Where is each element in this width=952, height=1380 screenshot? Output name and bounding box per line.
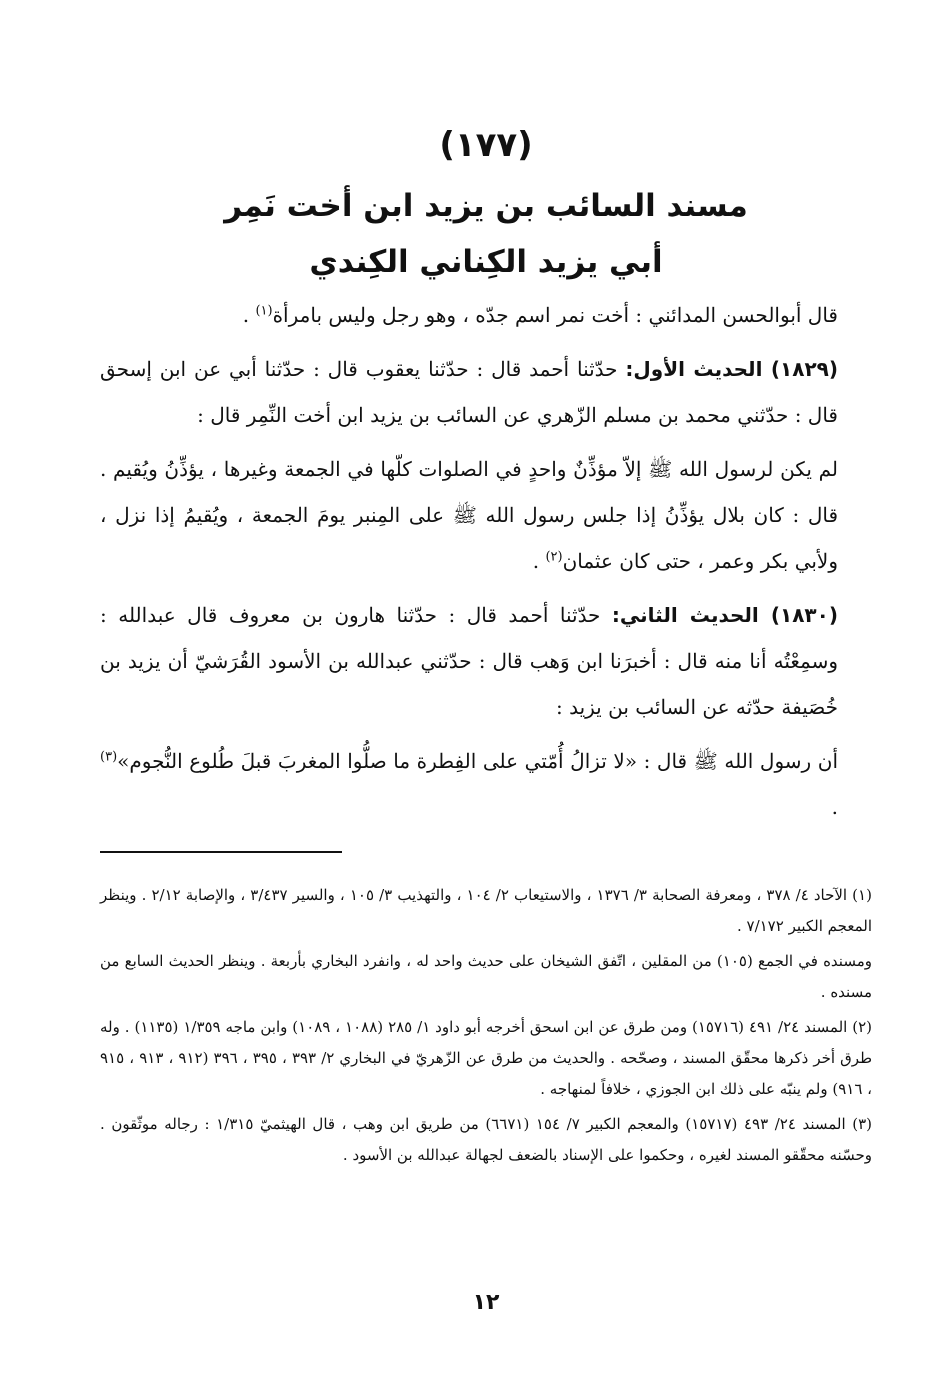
footnote-2: (٢) المسند ٢٤/ ٤٩١ (١٥٧١٦) ومن طرق عن ابن اسحق أخرجه أبو داود ١/ ٢٨٥ (١٠٨٨ ، ١٠٨٩) وابن ماجه ١/٣٥٩ (١١٣٥) . وله طرق أخر ذكرها محقّق المسند ، وصحّحه . والحديث من طرق عن الزّهريّ في البخاري ٢/ ٣٩٣ ، ٣٩٥ ، ٣٩٦ (٩١٢ ، ٩١٣ ، ٩١٥ ، ٩١٦) ولم ينبّه على ذلك ابن الجوزي ، خلافاً لمنهاجه . [100,1018,873,1098]
hadith-1-matn [100,446,872,584]
footnote-1-continuation: ومسنده في الجمع (١٠٥) من المقلين ، اتّفق الشيخان على حديث واحد له ، وانفرد البخاري بأربعة . وينظر الحديث السابع من مسنده . [100,952,872,1001]
intro-paragraph [100,292,872,338]
main-text [100,292,872,830]
footnote-3: (٣) المسند ٢٤/ ٤٩٣ (١٥٧١٧) والمعجم الكبير ٧/ ١٥٤ (٦٦٧١) من طريق ابن وهب ، قال الهيثميّ ١/٣١٥ : رجاله موثّقون . وحسّنه محقّقو المسند لغيره ، وحكموا على الإسناد بالضعف لجهالة عبدالله بن الأسود . [100,1115,873,1164]
footnote-ref-1: (١) [255,303,273,319]
footnote-ref-2: (٢) [545,549,563,565]
hadith-1-isnad-text: حدّثنا أحمد قال : حدّثنا يعقوب قال : حدّثنا أبي عن ابن إسحق قال : حدّثني محمد بن مسلم الزّهري عن السائب بن يزيد ابن أخت النِّمِر قال : [100,357,838,427]
hadith-1-end: . [532,549,546,573]
hadith-2-heading: (١٨٣٠) الحديث الثاني: [611,603,838,627]
footnote-1: (١) الآحاد ٤/ ٣٧٨ ، ومعرفة الصحابة ٣/ ١٣٧٦ ، والاستيعاب ٢/ ١٠٤ ، والتهذيب ٣/ ١٠٥ ، والسير ٣/٤٣٧ ، والإصابة ٢/١٢ . وينظر المعجم الكبير ٧/١٧٢ . [100,886,872,935]
footnote-separator [100,851,342,853]
hadith-2-matn-text: أن رسول الله ﷺ قال : «لا تزالُ أُمّتي على الفِطرة ما صلُّوا المغربَ قبلَ طُلوع النُّجوم» [117,749,838,773]
footnotes [100,880,872,1171]
hadith-1-heading: (١٨٢٩) الحديث الأول: [625,357,838,381]
hadith-1-isnad [100,346,872,438]
musnad-number: (١٧٧) [439,125,533,165]
musnad-title: مسند السائب بن يزيد ابن أخت نَمِر [224,188,748,224]
hadith-1-matn-text: لم يكن لرسول الله ﷺ إلاّ مؤذِّنٌ واحدٍ في الصلوات كلّها في الجمعة وغيرها ، يؤذِّنُ ويُقيم . قال : كان بلال يؤذِّنُ إذا جلس رسول الله ﷺ على المِنبر يومَ الجمعة ، ويُقيمُ إذا نزل ، ولأبي بكر وعمر ، حتى كان عثمان [100,457,838,573]
musnad-subtitle: أبي يزيد الكِناني الكِندي [309,244,663,280]
intro-text: قال أبوالحسن المدائني : أخت نمر اسم جدّه ، وهو رجل وليس بامرأة [272,303,838,327]
intro-end: . [242,303,256,327]
hadith-2-isnad [100,592,872,730]
page-number: ١٢ [472,1290,500,1315]
hadith-2-end: . [831,795,838,819]
footnote-ref-3: (٣) [100,749,118,765]
book-page [100,0,872,1380]
hadith-2-matn [100,738,872,830]
hadith-2-isnad-text: حدّثنا أحمد قال : حدّثنا هارون بن معروف قال عبدالله : وسمِعْتُه أنا منه قال : أخبرَنا ابن وَهب قال : حدّثني عبدالله بن الأسود القُرَشيّ أن يزيد بن خُصَيفة حدّثه عن السائب بن يزيد : [100,603,838,719]
